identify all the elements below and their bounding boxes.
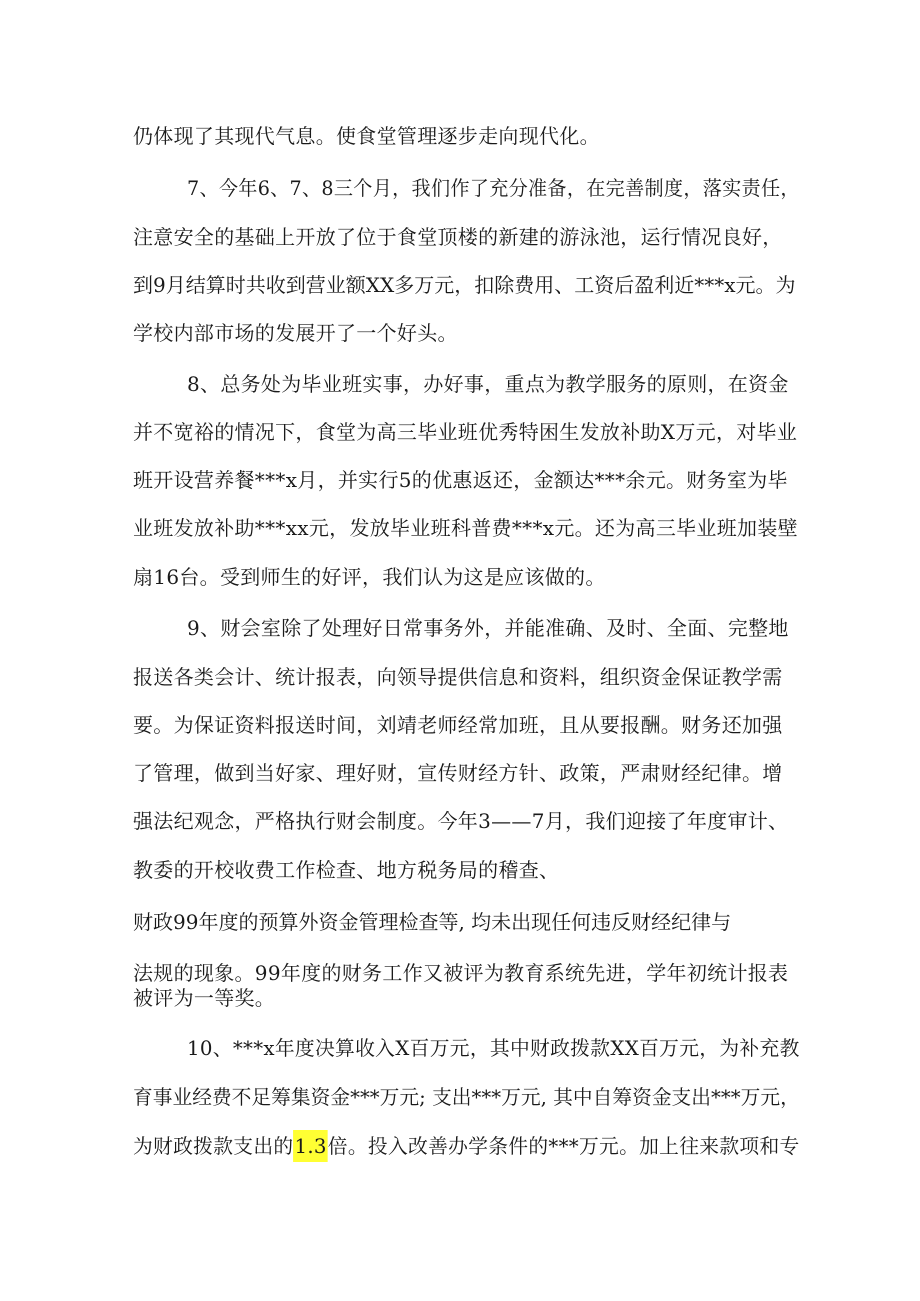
paragraph-8-line-2: 并不宽裕的情况下，食堂为高三毕业班优秀特困生发放补助X万元，对毕业 <box>133 420 798 444</box>
paragraph-7-line-4: 学校内部市场的发展开了一个好头。 <box>133 321 458 345</box>
paragraph-9-line-5: 强法纪观念，严格执行财会制度。今年3——7月，我们迎接了年度审计、 <box>133 809 789 833</box>
paragraph-10-line-2: 育事业经费不足筹集资金***万元; 支出***万元, 其中自筹资金支出***万元， <box>133 1085 800 1109</box>
highlighted-number: 1.3 <box>293 1130 327 1162</box>
paragraph-7-line-1: 7、今年6、7、8三个月，我们作了充分准备，在完善制度，落实责任， <box>187 176 800 200</box>
paragraph-9-line-6: 教委的开校收费工作检查、地方税务局的稽查、 <box>133 858 560 882</box>
paragraph-9-line-2: 报送各类会计、统计报表，向领导提供信息和资料，组织资金保证教学需 <box>133 665 783 689</box>
paragraph-9-line-3: 要。为保证资料报送时间，刘靖老师经常加班，且从要报酬。财务还加强 <box>133 713 783 737</box>
paragraph-7-line-3: 到9月结算时共收到营业额XX多万元，扣除费用、工资后盈利近***x元。为 <box>133 273 796 297</box>
paragraph-8-line-1: 8、总务处为毕业班实事，办好事，重点为教学服务的原则，在资金 <box>187 372 789 396</box>
paragraph-7-line-2: 注意安全的基础上开放了位于食堂顶楼的新建的游泳池，运行情况良好， <box>133 225 783 249</box>
paragraph-9-line-1: 9、财会室除了处理好日常事务外，并能准确、及时、全面、完整地 <box>187 616 789 640</box>
paragraph-8-line-5: 扇16台。受到师生的好评，我们认为这是应该做的。 <box>133 565 606 589</box>
paragraph-9-line-9: 被评为一等奖。 <box>133 986 276 1010</box>
paragraph-10-line-3 <box>133 1133 800 1159</box>
paragraph-10-line-1: 10、***x年度决算收入X百万元，其中财政拨款XX百万元，为补充教 <box>187 1036 800 1060</box>
text-segment: 倍。投入改善办学条件的***万元。加上往来款项和专 <box>327 1134 800 1158</box>
paragraph-9-line-8: 法规的现象。99年度的财务工作又被评为教育系统先进，学年初统计报表 <box>133 961 789 985</box>
text-line: 仍体现了其现代气息。使食堂管理逐步走向现代化。 <box>133 124 600 148</box>
paragraph-9-line-7: 财政99年度的预算外资金管理检查等, 均未出现任何违反财经纪律与 <box>133 910 732 934</box>
paragraph-8-line-4: 业班发放补助***xx元，发放毕业班科普费***x元。还为高三毕业班加装壁 <box>133 516 798 540</box>
paragraph-8-line-3: 班开设营养餐***x月，并实行5的优惠返还，金额达***余元。财务室为毕 <box>133 468 788 492</box>
text-segment: 为财政拨款支出的 <box>133 1134 294 1158</box>
paragraph-9-line-4: 了管理，做到当好家、理好财，宣传财经方针、政策，严肃财经纪律。增 <box>133 761 783 785</box>
